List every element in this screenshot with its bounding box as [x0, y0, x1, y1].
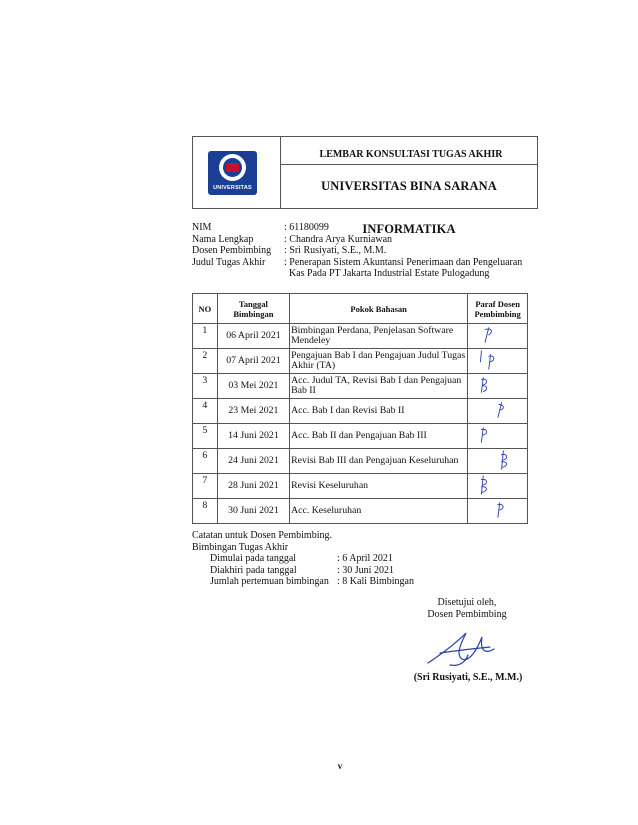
- paraf-stroke: [481, 351, 494, 369]
- header-paraf-line2: Pembimbing: [474, 308, 521, 319]
- student-info: [192, 222, 534, 280]
- info-label: Dosen Pembimbing: [192, 245, 272, 256]
- cell-paraf: [468, 349, 528, 374]
- info-row: [192, 234, 534, 246]
- logo-caption: UNIVERSITAS: [213, 185, 252, 191]
- form-title: LEMBAR KONSULTASI TUGAS AKHIR: [281, 137, 537, 165]
- table-row: [193, 474, 528, 499]
- approval-line2: Dosen Pembimbing: [427, 608, 507, 620]
- paraf-signature: [468, 424, 526, 446]
- cell-pokok: Pengajuan Bab I dan Pengajuan Judul Tugas Akhir (TA): [290, 349, 468, 374]
- header-pokok: Pokok Bahasan: [290, 294, 468, 324]
- notes-section: [192, 530, 414, 588]
- note-value: : 30 Juni 2021: [337, 564, 394, 576]
- paraf-signature: [468, 324, 526, 346]
- cell-tanggal: 07 April 2021: [217, 349, 289, 374]
- info-row: [192, 257, 534, 269]
- paraf-stroke: [498, 403, 503, 418]
- note-value: : 8 Kali Bimbingan: [337, 576, 414, 587]
- cell-tanggal: 28 Juni 2021: [217, 474, 289, 499]
- paraf-signature: [468, 449, 526, 471]
- info-label: NIM: [192, 222, 212, 233]
- note-label: Jumlah pertemuan bimbingan: [210, 576, 329, 587]
- note-item: [192, 565, 414, 577]
- cell-no: 5: [193, 424, 218, 449]
- cell-tanggal: 14 Juni 2021: [217, 424, 289, 449]
- cell-pokok: Bimbingan Perdana, Penjelasan Software Mendeley: [290, 324, 468, 349]
- header-no: NO: [193, 294, 218, 324]
- cell-tanggal: 24 Juni 2021: [217, 449, 289, 474]
- cell-no: 2: [193, 349, 218, 374]
- signer-name: (Sri Rusiyati, S.E., M.M.): [413, 672, 523, 683]
- table-row: [193, 324, 528, 349]
- cell-no: 6: [193, 449, 218, 474]
- cell-no: 3: [193, 374, 218, 399]
- info-row: [192, 268, 534, 280]
- cell-pokok: Revisi Bab III dan Pengajuan Keseluruhan: [290, 449, 468, 474]
- cell-tanggal: 06 April 2021: [217, 324, 289, 349]
- header-tanggal-line1: Tanggal: [238, 298, 268, 309]
- paraf-stroke: [485, 328, 491, 343]
- advisor-signature: [420, 625, 500, 673]
- cell-paraf: [468, 449, 528, 474]
- logo-inner: [223, 158, 242, 177]
- cell-paraf: [468, 474, 528, 499]
- paraf-signature: [468, 399, 526, 421]
- checkbox-glyph: [192, 576, 210, 588]
- paraf-stroke: [482, 428, 487, 443]
- header-paraf: [468, 294, 528, 324]
- table-row: [193, 449, 528, 474]
- university-logo: [208, 151, 257, 195]
- notes-title: Catatan untuk Dosen Pembimbing.: [192, 530, 332, 541]
- consultation-table: [192, 293, 528, 524]
- info-label: [192, 268, 284, 280]
- info-row: [192, 245, 534, 257]
- cell-paraf: [468, 374, 528, 399]
- cell-pokok: Acc. Judul TA, Revisi Bab I dan Pengajuan Bab II: [290, 374, 468, 399]
- table-row: [193, 349, 528, 374]
- cell-tanggal: 03 Mei 2021: [217, 374, 289, 399]
- info-value: Kas Pada PT Jakarta Industrial Estate Pulogadung: [284, 268, 490, 279]
- checkbox-glyph: [192, 553, 210, 565]
- cell-paraf: [468, 399, 528, 424]
- cell-tanggal: 30 Juni 2021: [217, 499, 289, 524]
- info-label: Nama Lengkap: [192, 233, 254, 245]
- paraf-stroke: [482, 476, 487, 494]
- table-header-row: [193, 294, 528, 324]
- table-row: [193, 399, 528, 424]
- notes-subtitle: Bimbingan Tugas Akhir: [192, 541, 289, 553]
- cell-no: 8: [193, 499, 218, 524]
- university-name: UNIVERSITAS BINA SARANA INFORMATIKA: [321, 179, 497, 236]
- logo-cell: [193, 137, 281, 208]
- info-value: : 61180099: [284, 222, 329, 233]
- paraf-stroke: [498, 503, 503, 518]
- note-item: [192, 576, 414, 588]
- logo-ring: [219, 154, 246, 181]
- paraf-signature: [468, 499, 526, 521]
- logo-mark: [226, 163, 239, 172]
- page-number: v: [337, 761, 343, 771]
- cell-pokok: Acc. Keseluruhan: [290, 499, 468, 524]
- cell-paraf: [468, 499, 528, 524]
- cell-no: 4: [193, 399, 218, 424]
- header-tanggal: [217, 294, 289, 324]
- note-label: Dimulai pada tanggal: [210, 553, 297, 564]
- cell-pokok: Acc. Bab I dan Revisi Bab II: [290, 399, 468, 424]
- info-value: : Sri Rusiyati, S.E., M.M.: [284, 245, 387, 256]
- cell-no: 7: [193, 474, 218, 499]
- note-item: [192, 553, 414, 565]
- cell-paraf: [468, 324, 528, 349]
- note-value: : 6 April 2021: [337, 553, 393, 564]
- checkbox-glyph: [192, 565, 210, 577]
- table-row: [193, 499, 528, 524]
- info-value: : Chandra Arya Kurniawan: [284, 233, 393, 245]
- header-paraf-line1: Paraf Dosen: [475, 298, 520, 309]
- approval-block: [412, 597, 522, 620]
- table-row: [193, 424, 528, 449]
- paraf-signature: [468, 349, 526, 371]
- table-row: [193, 374, 528, 399]
- approval-line1: Disetujui oleh,: [437, 597, 497, 608]
- cell-no: 1: [193, 324, 218, 349]
- note-label: Diakhiri pada tanggal: [210, 564, 297, 576]
- cell-pokok: Revisi Keseluruhan: [290, 474, 468, 499]
- info-value: : Penerapan Sistem Akuntansi Penerimaan dan Pengeluaran: [284, 256, 523, 268]
- info-label: Judul Tugas Akhir: [192, 256, 266, 268]
- paraf-stroke: [502, 451, 507, 469]
- signature-stroke: [428, 633, 494, 665]
- paraf-stroke: [482, 378, 487, 393]
- paraf-signature: [468, 474, 526, 496]
- paraf-signature: [468, 374, 526, 396]
- info-row: [192, 222, 534, 234]
- cell-paraf: [468, 424, 528, 449]
- header-tanggal-line2: Bimbingan: [233, 308, 274, 319]
- cell-tanggal: 23 Mei 2021: [217, 399, 289, 424]
- cell-pokok: Acc. Bab II dan Pengajuan Bab III: [290, 424, 468, 449]
